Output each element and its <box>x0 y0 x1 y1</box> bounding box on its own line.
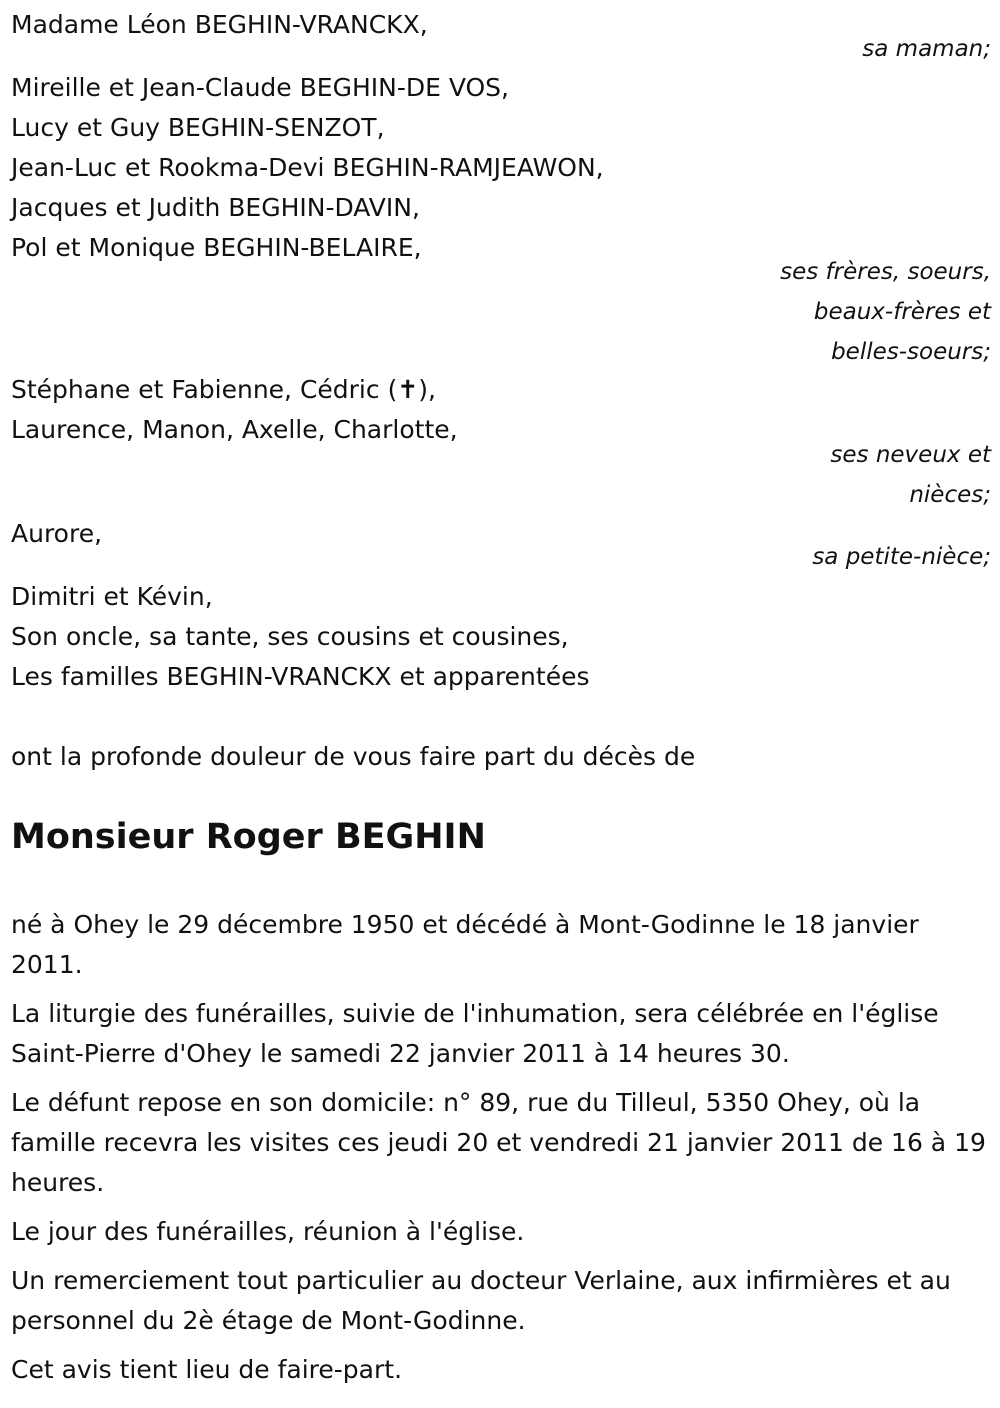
family-line: Stéphane et Fabienne, Cédric (✝), <box>11 375 436 404</box>
funeral-paragraph: La liturgie des funérailles, suivie de l'inhumation, sera célébrée en l'église Saint-Pierre d'Ohey le samedi 22 janvier 2011 à 14 heures 30. <box>11 999 939 1068</box>
deceased-name: Monsieur Roger BEGHIN <box>11 817 486 857</box>
visitation-paragraph: Le défunt repose en son domicile: n° 89, rue du Tilleul, 5350 Ohey, où la famille recevra les visites ces jeudi 20 et vendredi 21 janvier 2011 de 16 à 19 heures. <box>11 1088 986 1197</box>
thanks-paragraph: Un remerciement tout particulier au docteur Verlaine, aux infirmières et au personnel du 2è étage de Mont-Godinne. <box>11 1266 951 1335</box>
family-line: Madame Léon BEGHIN-VRANCKX, <box>11 10 428 39</box>
family-line: Laurence, Manon, Axelle, Charlotte, <box>11 415 458 444</box>
birth-death-paragraph: né à Ohey le 29 décembre 1950 et décédé à Mont-Godinne le 18 janvier 2011. <box>11 910 919 979</box>
meeting-paragraph: Le jour des funérailles, réunion à l'église. <box>11 1217 525 1246</box>
relation-line: sa maman; <box>862 36 991 62</box>
family-line: Mireille et Jean-Claude BEGHIN-DE VOS, <box>11 73 509 102</box>
relation-label <box>11 252 991 372</box>
relation-line: belles-soeurs; <box>831 339 991 365</box>
family-line: Pol et Monique BEGHIN-BELAIRE, <box>11 233 422 262</box>
family-line: Les familles BEGHIN-VRANCKX et apparentées <box>11 662 590 691</box>
family-group-siblings <box>11 68 604 268</box>
relation-label <box>11 29 991 69</box>
details-section <box>11 905 986 1390</box>
family-group-others <box>11 577 590 697</box>
relation-label <box>11 435 991 515</box>
relation-line: ses neveux et <box>830 442 991 468</box>
relation-line: nièces; <box>909 482 991 508</box>
family-line: Aurore, <box>11 519 103 548</box>
announcement-text: ont la profonde douleur de vous faire part du décès de <box>11 742 696 771</box>
family-line: Jacques et Judith BEGHIN-DAVIN, <box>11 193 420 222</box>
notice-paragraph: Cet avis tient lieu de faire-part. <box>11 1355 403 1384</box>
family-line: Lucy et Guy BEGHIN-SENZOT, <box>11 113 385 142</box>
family-line: Dimitri et Kévin, <box>11 582 213 611</box>
family-line: Jean-Luc et Rookma-Devi BEGHIN-RAMJEAWON, <box>11 153 604 182</box>
relation-label <box>11 537 991 577</box>
relation-line: ses frères, soeurs, <box>780 259 991 285</box>
relation-line: beaux-frères et <box>813 299 991 325</box>
relation-line: sa petite-nièce; <box>812 544 991 570</box>
family-line: Son oncle, sa tante, ses cousins et cousines, <box>11 622 569 651</box>
